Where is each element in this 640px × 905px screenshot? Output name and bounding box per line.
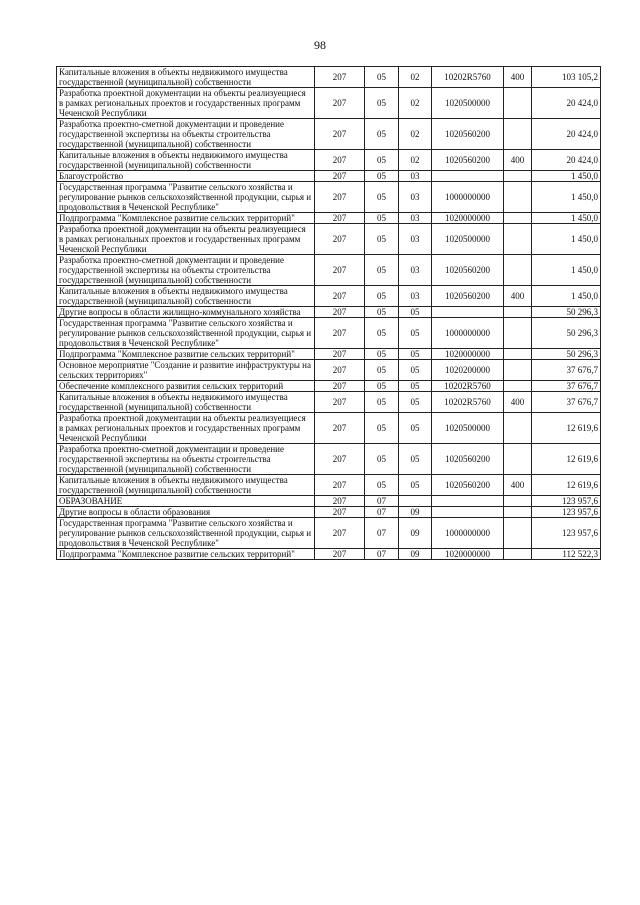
target-article: 1020500000 (432, 413, 504, 444)
target-article: 1020560200 (432, 255, 504, 286)
section-code: 05 (365, 307, 399, 318)
ministry-code: 207 (315, 150, 365, 171)
section-code: 05 (365, 88, 399, 119)
amount: 37 676,7 (532, 392, 601, 413)
ministry-code: 207 (315, 224, 365, 255)
expense-type: 400 (504, 67, 532, 88)
table-row (57, 360, 601, 381)
row-name: Подпрограмма "Комплексное развитие сельских территорий" (57, 549, 315, 560)
section-code: 05 (365, 67, 399, 88)
row-name: Другие вопросы в области жилищно-коммунального хозяйства (57, 307, 315, 318)
expense-type (504, 88, 532, 119)
row-name: Капитальные вложения в объекты недвижимого имущества государственной (муниципальной) собственности (57, 475, 315, 496)
ministry-code: 207 (315, 307, 365, 318)
table-row (57, 349, 601, 360)
table-row (57, 88, 601, 119)
row-name: Капитальные вложения в объекты недвижимого имущества государственной (муниципальной) собственности (57, 150, 315, 171)
table-row (57, 67, 601, 88)
subsection-code: 09 (399, 549, 432, 560)
amount: 50 296,3 (532, 349, 601, 360)
subsection-code: 02 (399, 67, 432, 88)
row-name: Государственная программа "Развитие сельского хозяйства и регулирование рынков сельскохозяйственной продукции, сырья и продовольствия в Чеченской Республике" (57, 518, 315, 549)
target-article: 1020560200 (432, 119, 504, 150)
ministry-code: 207 (315, 381, 365, 392)
subsection-code: 05 (399, 475, 432, 496)
subsection-code: 05 (399, 381, 432, 392)
target-article (432, 507, 504, 518)
row-name: Капитальные вложения в объекты недвижимого имущества государственной (муниципальной) собственности (57, 67, 315, 88)
table-row (57, 413, 601, 444)
amount: 50 296,3 (532, 307, 601, 318)
amount: 37 676,7 (532, 360, 601, 381)
row-name: Разработка проектной документации на объекты реализуещиеся в рамках региональных проектов и государственных программ Чеченской Республики (57, 413, 315, 444)
ministry-code: 207 (315, 349, 365, 360)
subsection-code: 05 (399, 307, 432, 318)
target-article: 1020500000 (432, 88, 504, 119)
table-row (57, 507, 601, 518)
target-article: 1020500000 (432, 224, 504, 255)
section-code: 05 (365, 224, 399, 255)
amount: 37 676,7 (532, 381, 601, 392)
section-code: 05 (365, 413, 399, 444)
budget-table (56, 66, 601, 560)
table-row (57, 119, 601, 150)
section-code: 07 (365, 518, 399, 549)
section-code: 07 (365, 507, 399, 518)
ministry-code: 207 (315, 88, 365, 119)
target-article: 1000000000 (432, 318, 504, 349)
target-article: 1020000000 (432, 349, 504, 360)
amount: 123 957,6 (532, 496, 601, 507)
amount: 1 450,0 (532, 255, 601, 286)
table-row (57, 307, 601, 318)
expense-type (504, 444, 532, 475)
expense-type: 400 (504, 150, 532, 171)
table-row (57, 150, 601, 171)
ministry-code: 207 (315, 413, 365, 444)
ministry-code: 207 (315, 171, 365, 182)
subsection-code: 09 (399, 507, 432, 518)
subsection-code: 09 (399, 518, 432, 549)
section-code: 05 (365, 286, 399, 307)
subsection-code: 05 (399, 392, 432, 413)
subsection-code: 05 (399, 360, 432, 381)
target-article: 1020000000 (432, 549, 504, 560)
subsection-code: 03 (399, 286, 432, 307)
subsection-code: 03 (399, 224, 432, 255)
target-article: 1020200000 (432, 360, 504, 381)
target-article: 1020560200 (432, 286, 504, 307)
expense-type (504, 549, 532, 560)
subsection-code: 03 (399, 255, 432, 286)
expense-type (504, 318, 532, 349)
table-row (57, 475, 601, 496)
row-name: Государственная программа "Развитие сельского хозяйства и регулирование рынков сельскохозяйственной продукции, сырья и продовольствия в Чеченской Республике" (57, 318, 315, 349)
expense-type (504, 171, 532, 182)
section-code: 05 (365, 213, 399, 224)
target-article (432, 496, 504, 507)
target-article: 1000000000 (432, 182, 504, 213)
expense-type (504, 518, 532, 549)
table-row (57, 224, 601, 255)
expense-type (504, 349, 532, 360)
target-article: 1020000000 (432, 213, 504, 224)
row-name: Разработка проектно-сметной документации и проведение государственной экспертизы на объекты строительства государственной (муниципальной) собственности (57, 119, 315, 150)
subsection-code: 05 (399, 413, 432, 444)
row-name: Капитальные вложения в объекты недвижимого имущества государственной (муниципальной) собственности (57, 286, 315, 307)
expense-type (504, 213, 532, 224)
row-name: Государственная программа "Развитие сельского хозяйства и регулирование рынков сельскохозяйственной продукции, сырья и продовольствия в Чеченской Республике" (57, 182, 315, 213)
section-code: 05 (365, 381, 399, 392)
expense-type (504, 255, 532, 286)
amount: 1 450,0 (532, 182, 601, 213)
subsection-code: 03 (399, 213, 432, 224)
subsection-code: 05 (399, 444, 432, 475)
section-code: 05 (365, 349, 399, 360)
expense-type (504, 360, 532, 381)
amount: 1 450,0 (532, 213, 601, 224)
amount: 1 450,0 (532, 224, 601, 255)
row-name: Подпрограмма "Комплексное развитие сельских территорий" (57, 349, 315, 360)
ministry-code: 207 (315, 392, 365, 413)
row-name: Благоустройство (57, 171, 315, 182)
subsection-code: 02 (399, 150, 432, 171)
expense-type (504, 182, 532, 213)
amount: 1 450,0 (532, 286, 601, 307)
section-code: 05 (365, 255, 399, 286)
row-name: Подпрограмма "Комплексное развитие сельских территорий" (57, 213, 315, 224)
ministry-code: 207 (315, 182, 365, 213)
amount: 12 619,6 (532, 444, 601, 475)
ministry-code: 207 (315, 67, 365, 88)
ministry-code: 207 (315, 518, 365, 549)
expense-type (504, 307, 532, 318)
target-article: 10202R5760 (432, 67, 504, 88)
section-code: 05 (365, 119, 399, 150)
amount: 20 424,0 (532, 150, 601, 171)
ministry-code: 207 (315, 475, 365, 496)
table-row (57, 518, 601, 549)
ministry-code: 207 (315, 255, 365, 286)
section-code: 07 (365, 496, 399, 507)
page-number: 98 (314, 38, 326, 52)
ministry-code: 207 (315, 507, 365, 518)
expense-type (504, 381, 532, 392)
table-row (57, 318, 601, 349)
amount: 103 105,2 (532, 67, 601, 88)
ministry-code: 207 (315, 549, 365, 560)
ministry-code: 207 (315, 444, 365, 475)
ministry-code: 207 (315, 318, 365, 349)
amount: 50 296,3 (532, 318, 601, 349)
subsection-code: 02 (399, 88, 432, 119)
target-article: 10202R5760 (432, 381, 504, 392)
expense-type: 400 (504, 286, 532, 307)
section-code: 07 (365, 549, 399, 560)
table-row (57, 549, 601, 560)
subsection-code (399, 496, 432, 507)
amount: 112 522,3 (532, 549, 601, 560)
amount: 20 424,0 (532, 88, 601, 119)
row-name: Основное мероприятие "Создание и развитие инфраструктуры на сельских территориях" (57, 360, 315, 381)
table-row (57, 182, 601, 213)
table-row (57, 286, 601, 307)
amount: 123 957,6 (532, 507, 601, 518)
row-name: Разработка проектно-сметной документации и проведение государственной экспертизы на объекты строительства государственной (муниципальной) собственности (57, 255, 315, 286)
row-name: Разработка проектной документации на объекты реализуещиеся в рамках региональных проектов и государственных программ Чеченской Республики (57, 88, 315, 119)
target-article: 10202R5760 (432, 392, 504, 413)
section-code: 05 (365, 182, 399, 213)
expense-type (504, 507, 532, 518)
row-name: ОБРАЗОВАНИЕ (57, 496, 315, 507)
amount: 1 450,0 (532, 171, 601, 182)
amount: 123 957,6 (532, 518, 601, 549)
row-name: Капитальные вложения в объекты недвижимого имущества государственной (муниципальной) собственности (57, 392, 315, 413)
amount: 20 424,0 (532, 119, 601, 150)
section-code: 05 (365, 475, 399, 496)
ministry-code: 207 (315, 119, 365, 150)
ministry-code: 207 (315, 286, 365, 307)
expense-type: 400 (504, 475, 532, 496)
subsection-code: 02 (399, 119, 432, 150)
section-code: 05 (365, 150, 399, 171)
table-row (57, 171, 601, 182)
row-name: Разработка проектной документации на объекты реализуещиеся в рамках региональных проектов и государственных программ Чеченской Республики (57, 224, 315, 255)
target-article (432, 171, 504, 182)
section-code: 05 (365, 392, 399, 413)
ministry-code: 207 (315, 496, 365, 507)
ministry-code: 207 (315, 213, 365, 224)
subsection-code: 05 (399, 318, 432, 349)
table-row (57, 496, 601, 507)
row-name: Обеспечение комплексного развития сельских территорий (57, 381, 315, 392)
table-row (57, 381, 601, 392)
target-article: 1020560200 (432, 444, 504, 475)
table-body (57, 67, 601, 560)
expense-type (504, 224, 532, 255)
target-article: 1000000000 (432, 518, 504, 549)
amount: 12 619,6 (532, 413, 601, 444)
subsection-code: 03 (399, 171, 432, 182)
table-row (57, 255, 601, 286)
section-code: 05 (365, 360, 399, 381)
subsection-code: 05 (399, 349, 432, 360)
expense-type (504, 496, 532, 507)
row-name: Разработка проектно-сметной документации и проведение государственной экспертизы на объекты строительства государственной (муниципальной) собственности (57, 444, 315, 475)
amount: 12 619,6 (532, 475, 601, 496)
subsection-code: 03 (399, 182, 432, 213)
table-row (57, 392, 601, 413)
target-article: 1020560200 (432, 150, 504, 171)
section-code: 05 (365, 171, 399, 182)
expense-type (504, 119, 532, 150)
table-row (57, 444, 601, 475)
expense-type (504, 413, 532, 444)
ministry-code: 207 (315, 360, 365, 381)
expense-type: 400 (504, 392, 532, 413)
target-article (432, 307, 504, 318)
table-row (57, 213, 601, 224)
section-code: 05 (365, 444, 399, 475)
target-article: 1020560200 (432, 475, 504, 496)
section-code: 05 (365, 318, 399, 349)
row-name: Другие вопросы в области образования (57, 507, 315, 518)
